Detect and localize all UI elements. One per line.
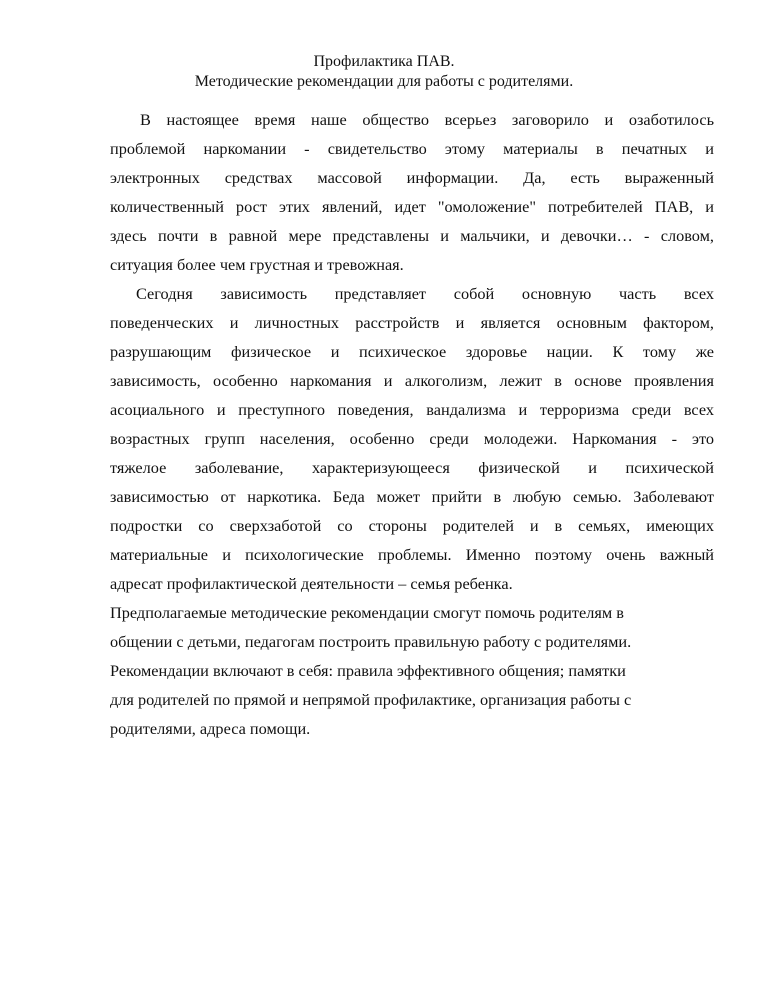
document-title: Профилактика ПАВ. [313, 53, 455, 70]
text-line: зависимость, особенно наркомания и алкоголизм, лежит в основе проявления [110, 371, 714, 390]
text-line: асоциального и преступного поведения, вандализма и терроризма среди всех [110, 400, 714, 419]
text-line: для родителей по прямой и непрямой профилактике, организация работы с [110, 690, 632, 709]
text-line: адресат профилактической деятельности – семья ребенка. [110, 574, 513, 593]
text-line: подростки со сверхзаботой со стороны родителей и в семьях, имеющих [110, 516, 714, 535]
text-line: разрушающим физическое и психическое здоровье нации. К тому же [110, 342, 714, 361]
text-line: возрастных групп населения, особенно среди молодежи. Наркомания - это [110, 429, 714, 448]
text-line: Предполагаемые методические рекомендации смогут помочь родителям в [110, 603, 624, 622]
text-line: общении с детьми, педагогам построить правильную работу с родителями. [110, 632, 632, 651]
text-line: Рекомендации включают в себя: правила эффективного общения; памятки [110, 661, 626, 680]
text-line: материальные и психологические проблемы. Именно поэтому очень важный [110, 545, 714, 564]
document-subtitle: Методические рекомендации для работы с родителями. [194, 73, 574, 90]
text-line: зависимостью от наркотика. Беда может прийти в любую семью. Заболевают [110, 487, 714, 506]
text-line: Сегодня зависимость представляет собой основную часть всех [136, 284, 714, 303]
text-line: проблемой наркомании - свидетельство этому материалы в печатных и [110, 139, 714, 158]
text-line: здесь почти в равной мере представлены и мальчики, и девочки… - словом, [110, 226, 714, 245]
text-line: количественный рост этих явлений, идет "омоложение" потребителей ПАВ, и [110, 197, 714, 216]
text-line: ситуация более чем грустная и тревожная. [110, 255, 404, 274]
text-line: электронных средствах массовой информации. Да, есть выраженный [110, 168, 714, 187]
text-line: тяжелое заболевание, характеризующееся физической и психической [110, 458, 714, 477]
text-line: В настоящее время наше общество всерьез заговорило и озаботилось [140, 110, 714, 129]
text-line: поведенческих и личностных расстройств и является основным фактором, [110, 313, 714, 332]
title-block [0, 52, 768, 92]
text-line: родителями, адреса помощи. [110, 719, 311, 738]
